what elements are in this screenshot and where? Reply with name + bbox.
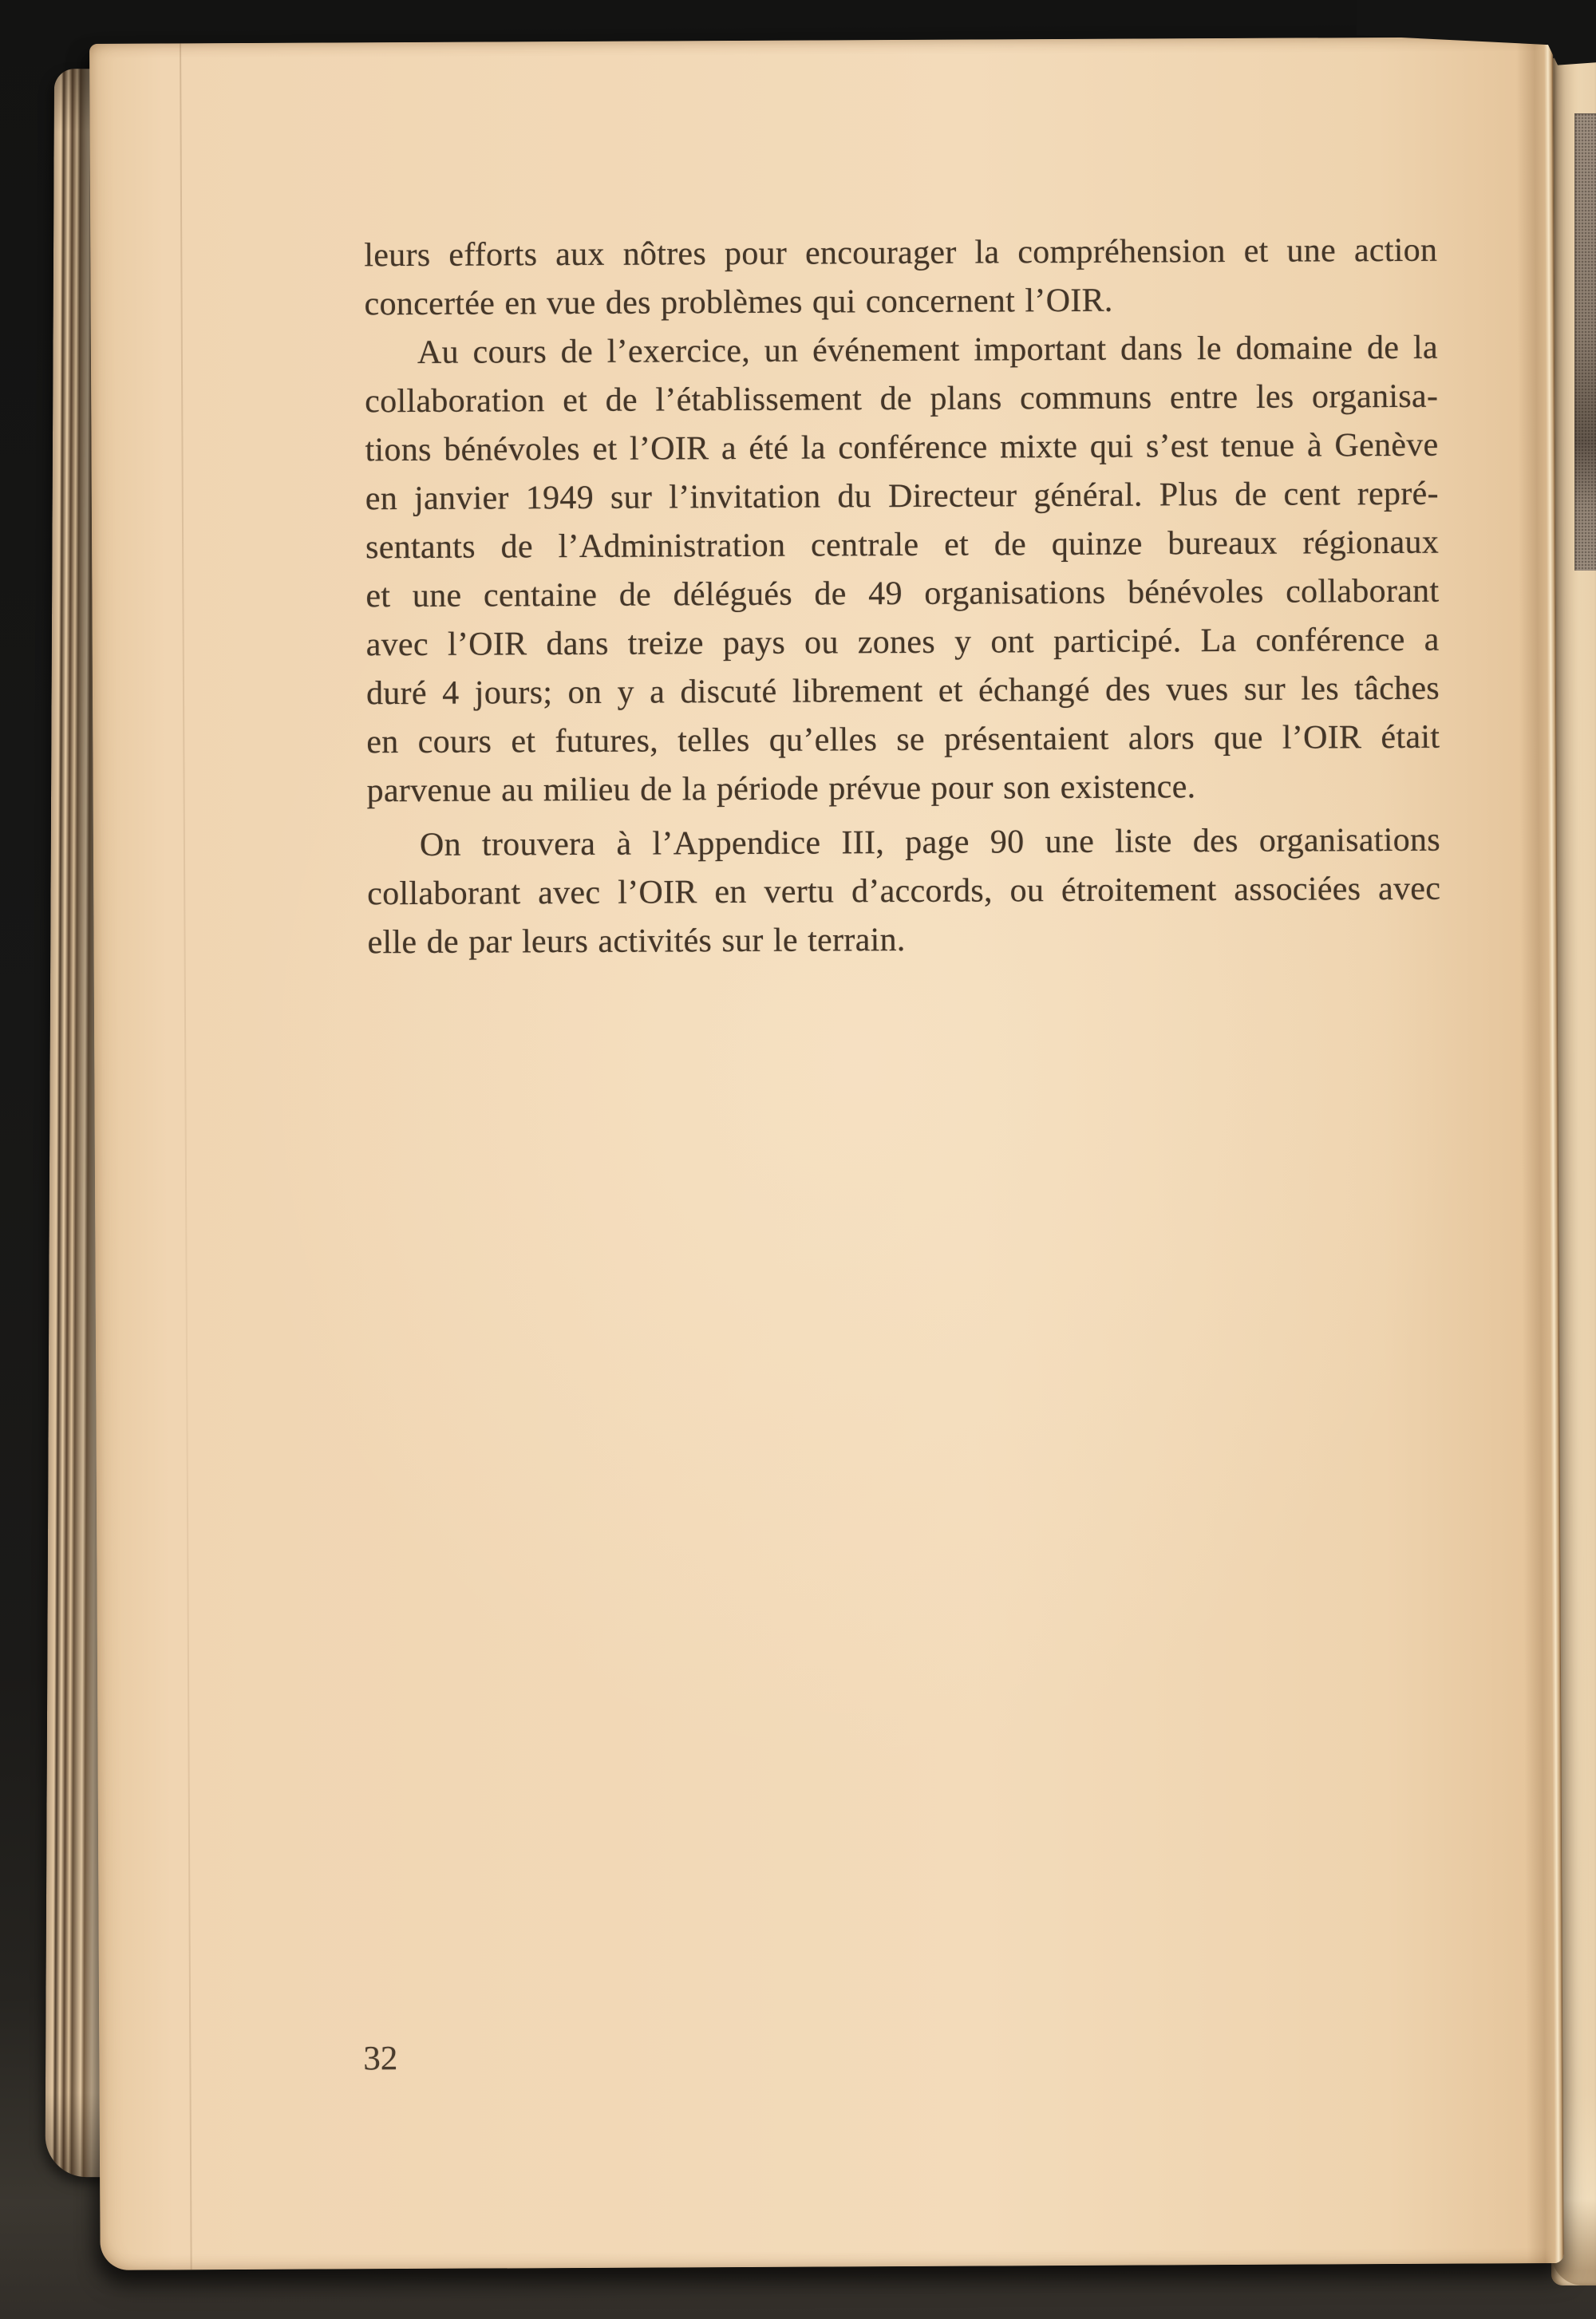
text-line: tions bénévoles et l’OIR a été la conférence mixte qui s’est tenue à Genève [365, 426, 1439, 469]
text-line: elle de par leurs activités sur le terrain. [367, 921, 906, 962]
text-line: et une centaine de délégués de 49 organisations bénévoles collaborant [365, 572, 1440, 615]
text-block [364, 227, 1440, 968]
text-line: avec l’OIR dans treize pays ou zones y ont participé. La conférence a [365, 621, 1440, 664]
paragraph [365, 324, 1440, 816]
text-line: On trouvera à l’Appendice III, page 90 une liste des organisations [419, 821, 1441, 863]
halftone-photo-fragment [1574, 113, 1596, 571]
text-line: parvenue au milieu de la période prévue pour son existence. [366, 768, 1196, 810]
page-crease [180, 43, 192, 2270]
paragraph [364, 227, 1438, 330]
text-line: concertée en vue des problèmes qui concernent l’OIR. [364, 282, 1113, 323]
text-line: en cours et futures, telles qu’elles se présentaient alors que l’OIR était [366, 718, 1440, 761]
book-page [89, 37, 1564, 2270]
text-line: collaborant avec l’OIR en vertu d’accords, ou étroitement associées avec [367, 870, 1441, 913]
text-line: sentants de l’Administration centrale et de quinze bureaux régionaux [365, 523, 1440, 567]
text-line: duré 4 jours; on y a discuté librement et échangé des vues sur les tâches [365, 670, 1440, 713]
text-line: leurs efforts aux nôtres pour encourager la compréhension et une action [364, 231, 1438, 275]
text-line: collaboration et de l’établissement de plans communs entre les organisa- [365, 377, 1439, 421]
page-number: 32 [363, 2040, 398, 2078]
text-line: en janvier 1949 sur l’invitation du Directeur général. Plus de cent repré- [365, 475, 1439, 518]
text-line: Au cours de l’exercice, un événement important dans le domaine de la [417, 329, 1439, 371]
paragraph [367, 816, 1441, 968]
